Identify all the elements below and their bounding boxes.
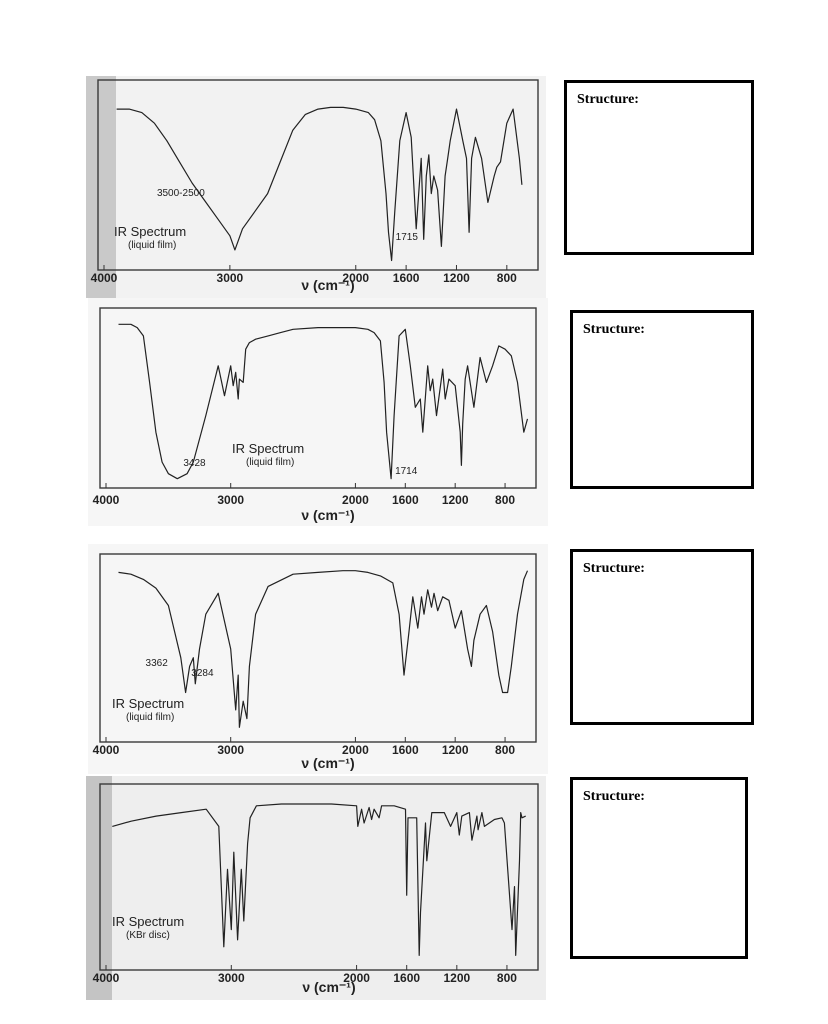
x-axis-label: ν (cm⁻¹) bbox=[301, 277, 355, 293]
x-tick-label: 4000 bbox=[92, 493, 120, 507]
x-tick-label: 4000 bbox=[92, 971, 120, 985]
scan-background bbox=[88, 298, 548, 526]
x-tick-label: 2000 bbox=[342, 743, 369, 757]
structure-answer-box-3[interactable] bbox=[570, 549, 754, 725]
chart-title: IR Spectrum bbox=[114, 224, 187, 239]
x-tick-label: 800 bbox=[496, 971, 517, 985]
x-tick-label: 1600 bbox=[392, 271, 420, 285]
x-tick-label: 4000 bbox=[90, 271, 118, 285]
x-tick-label: 800 bbox=[495, 493, 516, 507]
peak-annotation: 3362 bbox=[145, 658, 168, 669]
ir-spectrum-panel-2 bbox=[88, 298, 548, 526]
x-tick-label: 3000 bbox=[217, 743, 245, 757]
x-axis-label: ν (cm⁻¹) bbox=[302, 979, 356, 995]
ir-spectrum-panel-3 bbox=[88, 544, 548, 774]
chart-subtitle: (liquid film) bbox=[126, 712, 175, 723]
chart-subtitle: (liquid film) bbox=[128, 240, 177, 251]
x-tick-label: 1200 bbox=[443, 271, 470, 285]
scan-shadow bbox=[86, 76, 116, 298]
structure-answer-box-4[interactable] bbox=[570, 777, 748, 959]
x-tick-label: 3000 bbox=[217, 971, 245, 985]
peak-annotation: 3500-2500 bbox=[156, 188, 205, 199]
structure-label: Structure: bbox=[583, 561, 645, 576]
x-tick-label: 800 bbox=[496, 271, 517, 285]
scan-shadow bbox=[86, 776, 112, 1000]
x-axis-label: ν (cm⁻¹) bbox=[301, 507, 355, 523]
x-tick-label: 1600 bbox=[391, 493, 419, 507]
ir-spectrum-panel-4 bbox=[86, 776, 546, 1000]
structure-answer-box-2[interactable] bbox=[570, 310, 754, 489]
x-tick-label: 1200 bbox=[441, 493, 469, 507]
x-tick-label: 1200 bbox=[441, 743, 469, 757]
x-tick-label: 800 bbox=[495, 743, 516, 757]
peak-annotation: 3284 bbox=[191, 668, 214, 679]
x-tick-label: 2000 bbox=[342, 493, 369, 507]
structure-label: Structure: bbox=[583, 322, 645, 337]
ir-spectrum-chart-1 bbox=[86, 76, 546, 298]
x-tick-label: 3000 bbox=[217, 493, 245, 507]
ir-spectrum-panel-1 bbox=[86, 76, 546, 298]
ir-spectrum-chart-4 bbox=[86, 776, 546, 1000]
peak-annotation: 3428 bbox=[183, 458, 206, 469]
peak-annotation: 1714 bbox=[395, 466, 418, 477]
structure-answer-box-1[interactable] bbox=[564, 80, 754, 255]
structure-label: Structure: bbox=[583, 789, 645, 804]
x-tick-label: 3000 bbox=[216, 271, 244, 285]
structure-label: Structure: bbox=[577, 92, 639, 107]
ir-spectrum-chart-2 bbox=[88, 298, 548, 526]
x-tick-label: 1600 bbox=[391, 743, 419, 757]
ir-spectrum-chart-3 bbox=[88, 544, 548, 774]
x-tick-label: 1600 bbox=[393, 971, 421, 985]
peak-annotation: 1715 bbox=[395, 232, 418, 243]
chart-title: IR Spectrum bbox=[232, 441, 305, 456]
chart-title: IR Spectrum bbox=[112, 696, 185, 711]
x-tick-label: 2000 bbox=[342, 271, 370, 285]
chart-subtitle: (liquid film) bbox=[246, 457, 295, 468]
scan-background bbox=[86, 776, 546, 1000]
chart-subtitle: (KBr disc) bbox=[126, 930, 170, 941]
x-tick-label: 1200 bbox=[443, 971, 471, 985]
x-tick-label: 4000 bbox=[92, 743, 120, 757]
x-axis-label: ν (cm⁻¹) bbox=[301, 755, 355, 771]
x-tick-label: 2000 bbox=[343, 971, 370, 985]
chart-title: IR Spectrum bbox=[112, 914, 185, 929]
